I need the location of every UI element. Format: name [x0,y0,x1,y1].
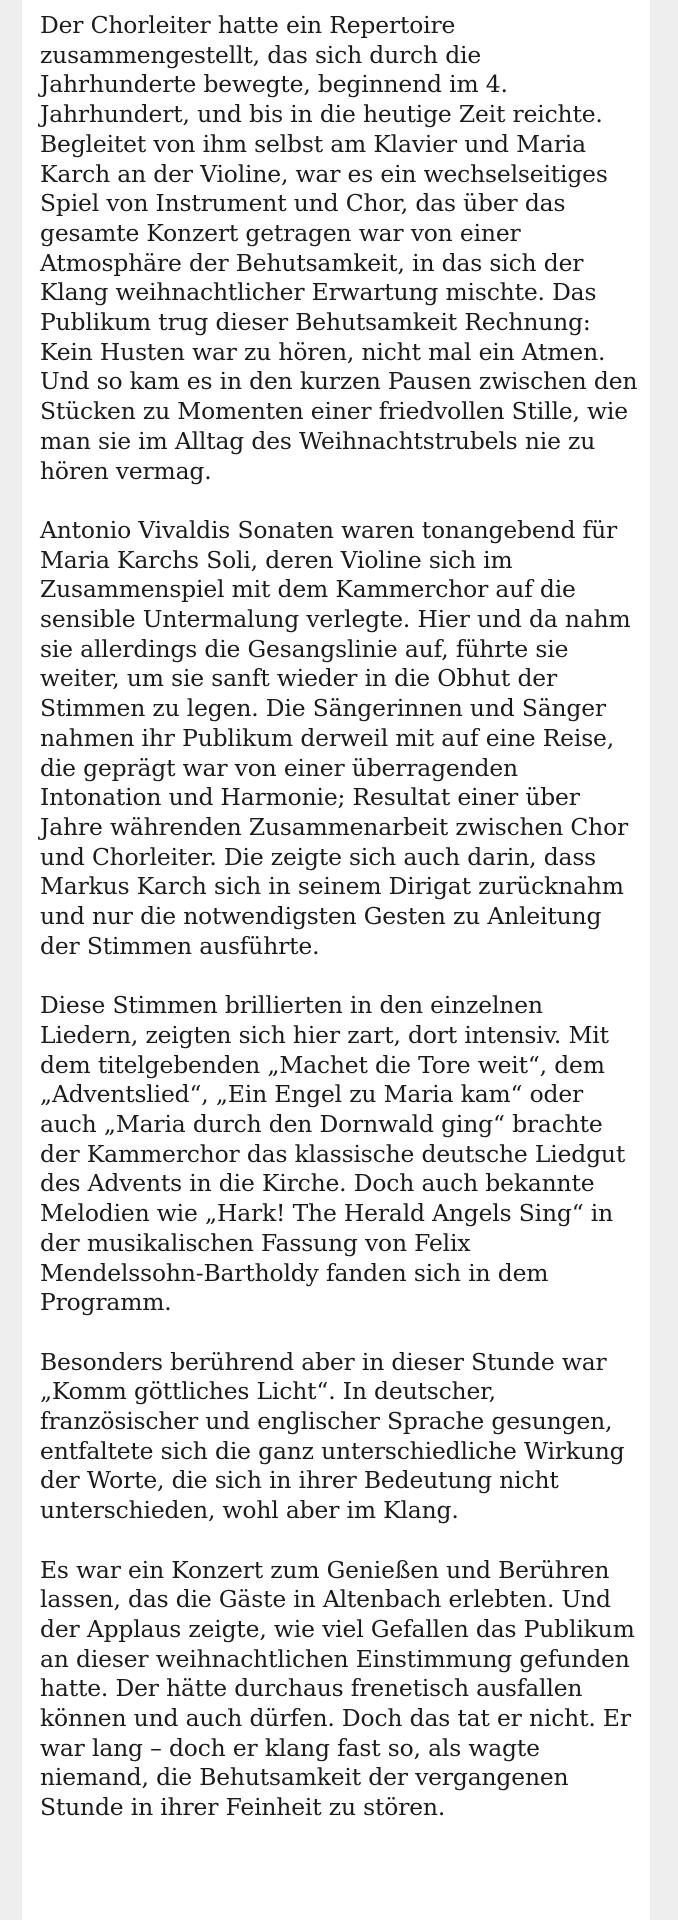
article-paragraph-2: Antonio Vivaldis Sonaten waren tonangebend für Maria Karchs Soli, deren Violine sich im Zusammenspiel mit dem Kammerchor auf die sensible Untermalung verlegte. Hier und da nahm sie allerdings die Gesangslinie auf, führte sie weiter, um sie sanft wieder in die Obhut der Stimmen zu legen. Die Sängerinnen und Sänger nahmen ihr Publikum derweil mit auf eine Reise, die geprägt war von einer überragenden Intonation und Harmonie; Resultat einer über Jahre währenden Zusammenarbeit zwischen Chor und Chorleiter. Die zeigte sich auch darin, dass Markus Karch sich in seinem Dirigat zurücknahm und nur die notwendigsten Gesten zu Anleitung der Stimmen ausführte. [40,515,631,960]
article-paragraph-1: Der Chorleiter hatte ein Repertoire zusammengestellt, das sich durch die Jahrhunderte bewegte, beginnend im 4. Jahrhundert, und bis in die heutige Zeit reichte. Begleitet von ihm selbst am Klavier und Maria Karch an der Violine, war es ein wechselseitiges Spiel von Instrument und Chor, das über das gesamte Konzert getragen war von einer Atmosphäre der Behutsamkeit, in das sich der Klang weihnachtlicher Erwartung mischte. Das Publikum trug dieser Behutsamkeit Rechnung: Kein Husten war zu hören, nicht mal ein Atmen. Und so kam es in den kurzen Pausen zwischen den Stücken zu Momenten einer friedvollen Stille, wie man sie im Alltag des Weihnachtstrubels nie zu hören vermag. [40,11,638,485]
article-paragraph-4: Besonders berührend aber in dieser Stunde war „Komm göttliches Licht“. In deutscher, französischer und englischer Sprache gesungen, entfaltete sich die ganz unterschiedliche Wirkung der Worte, die sich in ihrer Bedeutung nicht unterschieden, wohl aber im Klang. [40,1347,625,1525]
article-page [22,0,650,1920]
article-paragraph-5: Es war ein Konzert zum Genießen und Berühren lassen, das die Gäste in Altenbach erlebten. Und der Applaus zeigte, wie viel Gefallen das Publikum an dieser weihnachtlichen Einstimmung gefunden hatte. Der hätte durchaus frenetisch ausfallen können und auch dürfen. Doch das tat er nicht. Er war lang – doch er klang fast so, als wagte niemand, die Behutsamkeit der vergangenen Stunde in ihrer Feinheit zu stören. [40,1555,635,1822]
article-paragraph-3: Diese Stimmen brillierten in den einzelnen Liedern, zeigten sich hier zart, dort intensiv. Mit dem titelgebenden „Machet die Tore weit“, dem „Adventslied“, „Ein Engel zu Maria kam“ oder auch „Maria durch den Dornwald ging“ brachte der Kammerchor das klassische deutsche Liedgut des Advents in die Kirche. Doch auch bekannte Melodien wie „Hark! The Herald Angels Sing“ in der musikalischen Fassung von Felix Mendelssohn-Bartholdy fanden sich in dem Programm. [40,991,626,1317]
article-body [40,11,640,1853]
